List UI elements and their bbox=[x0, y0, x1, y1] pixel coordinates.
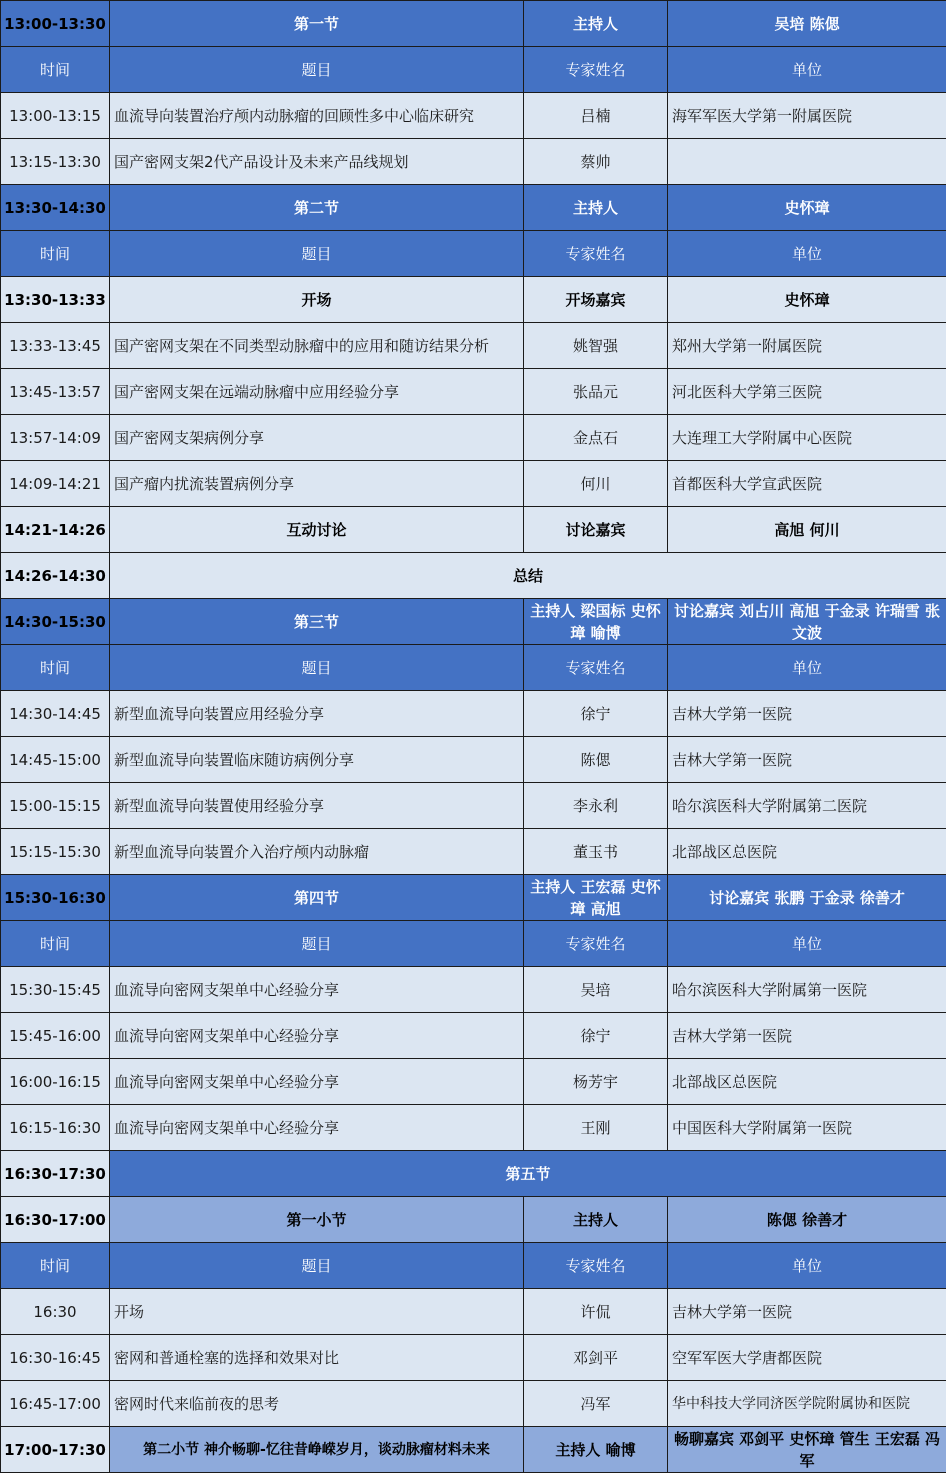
row-time: 13:30-13:33 bbox=[1, 277, 110, 323]
discussion-guests: 讨论嘉宾 张鹏 于金录 徐善才 bbox=[668, 875, 946, 921]
col-time: 时间 bbox=[1, 47, 110, 93]
col-topic: 题目 bbox=[110, 645, 524, 691]
host-label: 主持人 bbox=[524, 185, 668, 231]
row-topic: 密网和普通栓塞的选择和效果对比 bbox=[110, 1335, 524, 1381]
col-time: 时间 bbox=[1, 231, 110, 277]
host-names: 主持人 王宏磊 史怀璋 高旭 bbox=[524, 875, 668, 921]
row-expert: 许侃 bbox=[524, 1289, 668, 1335]
section-time: 17:00-17:30 bbox=[1, 1427, 110, 1473]
row-time: 15:30-15:45 bbox=[1, 967, 110, 1013]
col-time: 时间 bbox=[1, 645, 110, 691]
row-unit: 海军军医大学第一附属医院 bbox=[668, 93, 946, 139]
column-header-row bbox=[1, 47, 946, 93]
row-topic: 新型血流导向装置应用经验分享 bbox=[110, 691, 524, 737]
row-unit: 河北医科大学第三医院 bbox=[668, 369, 946, 415]
row-unit: 吉林大学第一医院 bbox=[668, 1013, 946, 1059]
section-time: 13:30-14:30 bbox=[1, 185, 110, 231]
section-title: 第一节 bbox=[110, 1, 524, 47]
table-row bbox=[1, 93, 946, 139]
row-topic: 国产密网支架在不同类型动脉瘤中的应用和随访结果分析 bbox=[110, 323, 524, 369]
row-time: 16:30-16:45 bbox=[1, 1335, 110, 1381]
row-time: 16:30 bbox=[1, 1289, 110, 1335]
row-time: 14:30-14:45 bbox=[1, 691, 110, 737]
row-unit: 北部战区总医院 bbox=[668, 1059, 946, 1105]
table-row bbox=[1, 967, 946, 1013]
host-names: 主持人 梁国标 史怀璋 喻博 bbox=[524, 599, 668, 645]
row-time: 16:15-16:30 bbox=[1, 1105, 110, 1151]
row-time: 15:00-15:15 bbox=[1, 783, 110, 829]
row-topic: 开场 bbox=[110, 277, 524, 323]
row-topic: 血流导向密网支架单中心经验分享 bbox=[110, 967, 524, 1013]
row-unit: 哈尔滨医科大学附属第一医院 bbox=[668, 967, 946, 1013]
table-row bbox=[1, 783, 946, 829]
host-label: 主持人 bbox=[524, 1, 668, 47]
row-topic: 总结 bbox=[110, 553, 946, 599]
row-unit bbox=[668, 139, 946, 185]
section-title: 第五节 bbox=[110, 1151, 946, 1197]
row-unit: 中国医科大学附属第一医院 bbox=[668, 1105, 946, 1151]
row-expert: 徐宁 bbox=[524, 691, 668, 737]
chat-guests: 畅聊嘉宾 邓剑平 史怀璋 管生 王宏磊 冯军 bbox=[668, 1427, 946, 1473]
col-expert: 专家姓名 bbox=[524, 921, 668, 967]
row-expert: 李永利 bbox=[524, 783, 668, 829]
col-unit: 单位 bbox=[668, 645, 946, 691]
opening-row bbox=[1, 277, 946, 323]
row-expert: 讨论嘉宾 bbox=[524, 507, 668, 553]
section-time: 13:00-13:30 bbox=[1, 1, 110, 47]
row-expert: 冯军 bbox=[524, 1381, 668, 1427]
row-topic: 国产密网支架2代产品设计及未来产品线规划 bbox=[110, 139, 524, 185]
row-expert: 吕楠 bbox=[524, 93, 668, 139]
column-header-row bbox=[1, 645, 946, 691]
row-expert: 王刚 bbox=[524, 1105, 668, 1151]
row-expert: 杨芳宇 bbox=[524, 1059, 668, 1105]
row-unit: 北部战区总医院 bbox=[668, 829, 946, 875]
row-expert: 开场嘉宾 bbox=[524, 277, 668, 323]
section-title: 第一小节 bbox=[110, 1197, 524, 1243]
row-expert: 金点石 bbox=[524, 415, 668, 461]
row-topic: 国产密网支架在远端动脉瘤中应用经验分享 bbox=[110, 369, 524, 415]
discussion-guests: 讨论嘉宾 刘占川 高旭 于金录 许瑞雪 张文波 bbox=[668, 599, 946, 645]
row-expert: 何川 bbox=[524, 461, 668, 507]
section-4-header bbox=[1, 875, 946, 921]
table-row bbox=[1, 415, 946, 461]
row-topic: 新型血流导向装置临床随访病例分享 bbox=[110, 737, 524, 783]
col-unit: 单位 bbox=[668, 47, 946, 93]
host-names: 吴培 陈偲 bbox=[668, 1, 946, 47]
row-time: 13:15-13:30 bbox=[1, 139, 110, 185]
row-expert: 姚智强 bbox=[524, 323, 668, 369]
host-names: 史怀璋 bbox=[668, 185, 946, 231]
row-topic: 新型血流导向装置介入治疗颅内动脉瘤 bbox=[110, 829, 524, 875]
table-row bbox=[1, 1013, 946, 1059]
subsection-1-header bbox=[1, 1197, 946, 1243]
row-unit: 郑州大学第一附属医院 bbox=[668, 323, 946, 369]
column-header-row bbox=[1, 921, 946, 967]
section-3-header bbox=[1, 599, 946, 645]
col-topic: 题目 bbox=[110, 47, 524, 93]
section-title: 第四节 bbox=[110, 875, 524, 921]
row-topic: 血流导向密网支架单中心经验分享 bbox=[110, 1059, 524, 1105]
subsection-2-header bbox=[1, 1427, 946, 1473]
row-time: 14:26-14:30 bbox=[1, 553, 110, 599]
row-topic: 密网时代来临前夜的思考 bbox=[110, 1381, 524, 1427]
row-unit: 华中科技大学同济医学院附属协和医院 bbox=[668, 1381, 946, 1427]
row-topic: 国产瘤内扰流装置病例分享 bbox=[110, 461, 524, 507]
col-unit: 单位 bbox=[668, 1243, 946, 1289]
section-5-header bbox=[1, 1151, 946, 1197]
row-unit: 大连理工大学附属中心医院 bbox=[668, 415, 946, 461]
row-time: 13:57-14:09 bbox=[1, 415, 110, 461]
section-title: 第二节 bbox=[110, 185, 524, 231]
row-time: 15:45-16:00 bbox=[1, 1013, 110, 1059]
section-time: 15:30-16:30 bbox=[1, 875, 110, 921]
discussion-row bbox=[1, 507, 946, 553]
row-unit: 首都医科大学宣武医院 bbox=[668, 461, 946, 507]
row-expert: 张品元 bbox=[524, 369, 668, 415]
col-expert: 专家姓名 bbox=[524, 1243, 668, 1289]
row-topic: 新型血流导向装置使用经验分享 bbox=[110, 783, 524, 829]
col-expert: 专家姓名 bbox=[524, 231, 668, 277]
summary-row bbox=[1, 553, 946, 599]
row-time: 13:33-13:45 bbox=[1, 323, 110, 369]
row-topic: 国产密网支架病例分享 bbox=[110, 415, 524, 461]
host-names: 陈偲 徐善才 bbox=[668, 1197, 946, 1243]
row-time: 14:45-15:00 bbox=[1, 737, 110, 783]
row-time: 15:15-15:30 bbox=[1, 829, 110, 875]
row-time: 14:21-14:26 bbox=[1, 507, 110, 553]
row-time: 16:45-17:00 bbox=[1, 1381, 110, 1427]
row-expert: 陈偲 bbox=[524, 737, 668, 783]
row-unit: 空军军医大学唐都医院 bbox=[668, 1335, 946, 1381]
row-unit: 哈尔滨医科大学附属第二医院 bbox=[668, 783, 946, 829]
row-expert: 徐宁 bbox=[524, 1013, 668, 1059]
row-time: 13:45-13:57 bbox=[1, 369, 110, 415]
row-topic: 开场 bbox=[110, 1289, 524, 1335]
col-unit: 单位 bbox=[668, 231, 946, 277]
table-row bbox=[1, 1289, 946, 1335]
table-row bbox=[1, 1059, 946, 1105]
col-topic: 题目 bbox=[110, 231, 524, 277]
col-time: 时间 bbox=[1, 1243, 110, 1289]
section-time: 14:30-15:30 bbox=[1, 599, 110, 645]
table-row bbox=[1, 1381, 946, 1427]
table-row bbox=[1, 691, 946, 737]
section-time: 16:30-17:00 bbox=[1, 1197, 110, 1243]
row-topic: 血流导向密网支架单中心经验分享 bbox=[110, 1105, 524, 1151]
row-time: 16:00-16:15 bbox=[1, 1059, 110, 1105]
col-expert: 专家姓名 bbox=[524, 645, 668, 691]
table-row bbox=[1, 139, 946, 185]
section-2-header bbox=[1, 185, 946, 231]
table-row bbox=[1, 829, 946, 875]
row-unit: 史怀璋 bbox=[668, 277, 946, 323]
row-topic: 互动讨论 bbox=[110, 507, 524, 553]
row-time: 14:09-14:21 bbox=[1, 461, 110, 507]
table-row bbox=[1, 737, 946, 783]
section-time: 16:30-17:30 bbox=[1, 1151, 110, 1197]
row-expert: 吴培 bbox=[524, 967, 668, 1013]
row-topic: 血流导向密网支架单中心经验分享 bbox=[110, 1013, 524, 1059]
col-topic: 题目 bbox=[110, 921, 524, 967]
row-unit: 吉林大学第一医院 bbox=[668, 1289, 946, 1335]
section-title: 第三节 bbox=[110, 599, 524, 645]
table-row bbox=[1, 461, 946, 507]
row-topic: 血流导向装置治疗颅内动脉瘤的回顾性多中心临床研究 bbox=[110, 93, 524, 139]
section-title: 第二小节 神介畅聊-忆往昔峥嵘岁月，谈动脉瘤材料未来 bbox=[110, 1427, 524, 1473]
row-time: 13:00-13:15 bbox=[1, 93, 110, 139]
row-unit: 高旭 何川 bbox=[668, 507, 946, 553]
col-expert: 专家姓名 bbox=[524, 47, 668, 93]
section-1-header bbox=[1, 1, 946, 47]
col-topic: 题目 bbox=[110, 1243, 524, 1289]
row-unit: 吉林大学第一医院 bbox=[668, 691, 946, 737]
table-row bbox=[1, 369, 946, 415]
row-unit: 吉林大学第一医院 bbox=[668, 737, 946, 783]
column-header-row bbox=[1, 1243, 946, 1289]
table-row bbox=[1, 1335, 946, 1381]
col-unit: 单位 bbox=[668, 921, 946, 967]
row-expert: 蔡帅 bbox=[524, 139, 668, 185]
host-names: 主持人 喻博 bbox=[524, 1427, 668, 1473]
row-expert: 董玉书 bbox=[524, 829, 668, 875]
column-header-row bbox=[1, 231, 946, 277]
table-row bbox=[1, 323, 946, 369]
col-time: 时间 bbox=[1, 921, 110, 967]
table-row bbox=[1, 1105, 946, 1151]
row-expert: 邓剑平 bbox=[524, 1335, 668, 1381]
host-label: 主持人 bbox=[524, 1197, 668, 1243]
